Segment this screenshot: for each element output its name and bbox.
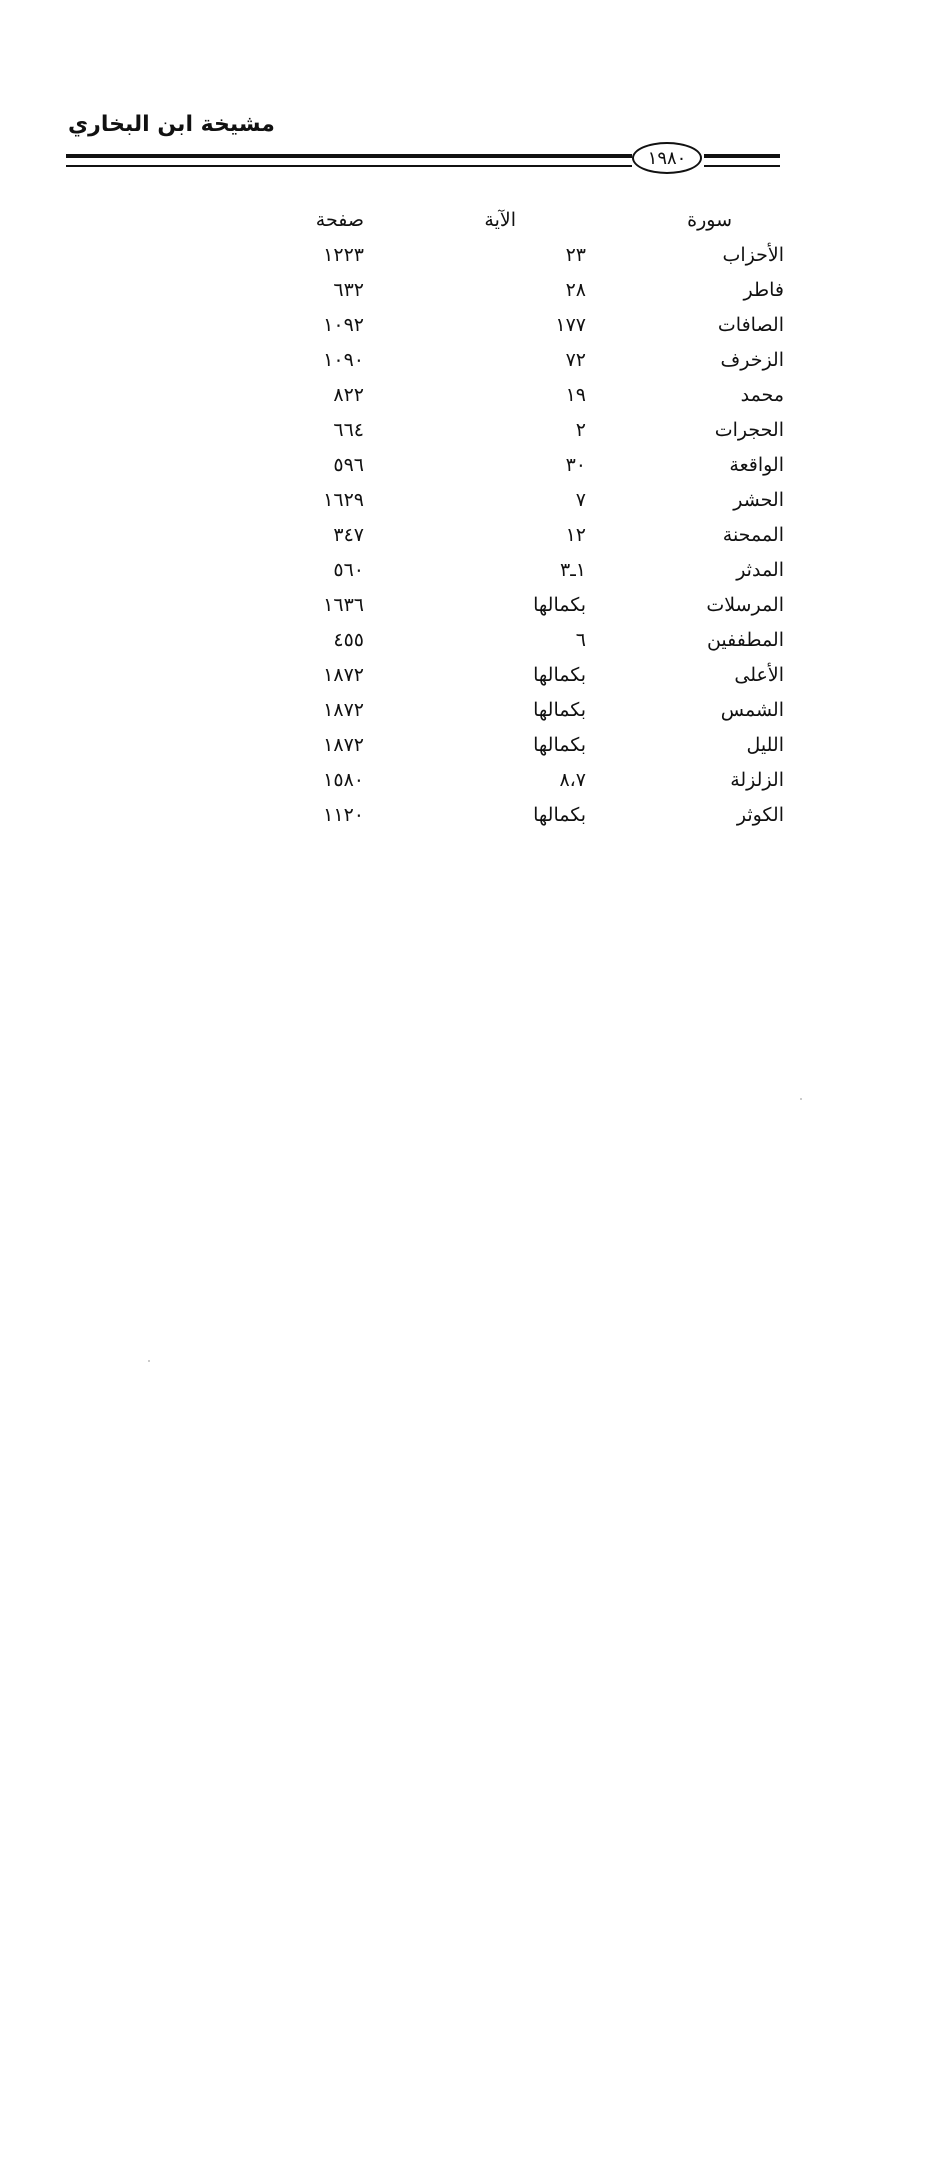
page-reference: ٨٢٢ — [333, 384, 364, 406]
table-row — [300, 588, 790, 623]
table-row — [300, 273, 790, 308]
table-row — [300, 448, 790, 483]
table-row — [300, 378, 790, 413]
table-row — [300, 308, 790, 343]
surah-name: الواقعة — [729, 454, 784, 476]
table-row — [300, 763, 790, 798]
table-body — [300, 238, 790, 833]
page-reference: ١٠٩٢ — [323, 314, 364, 336]
ayah-number: ٢ — [575, 419, 586, 441]
ayah-number: بكمالها — [533, 594, 586, 616]
table-row — [300, 693, 790, 728]
page-reference: ٥٦٠ — [333, 559, 364, 581]
page-reference: ٦٣٢ — [333, 279, 364, 301]
page-reference: ١٦٢٩ — [323, 489, 364, 511]
surah-name: الشمس — [720, 699, 784, 721]
surah-name: الكوثر — [736, 804, 784, 826]
surah-name: الحجرات — [714, 419, 784, 441]
page-reference: ١٥٨٠ — [323, 769, 364, 791]
surah-name: الزلزلة — [730, 769, 784, 791]
page-reference: ٥٩٦ — [333, 454, 364, 476]
page-number: ١٩٨٠ — [647, 147, 687, 169]
surah-name: الحشر — [733, 489, 784, 511]
table-row — [300, 343, 790, 378]
ayah-number: بكمالها — [533, 699, 586, 721]
column-header-ayah: الآية — [484, 209, 516, 231]
ayah-number: ٦ — [575, 629, 586, 651]
header-rule-thin — [66, 165, 632, 167]
page-reference: ١٠٩٠ — [323, 349, 364, 371]
ayah-number: ٧٢ — [565, 349, 586, 371]
table-row — [300, 798, 790, 833]
surah-name: الأحزاب — [722, 244, 784, 266]
page-reference: ٦٦٤ — [333, 419, 364, 441]
surah-name: الزخرف — [720, 349, 784, 371]
surah-name: فاطر — [743, 279, 784, 301]
ayah-number: بكمالها — [533, 734, 586, 756]
page-reference: ١٨٧٢ — [323, 734, 364, 756]
ayah-number: بكمالها — [533, 664, 586, 686]
header-rule-thick — [66, 154, 632, 158]
page-reference: ٤٥٥ — [333, 629, 364, 651]
ayah-number: ٧ — [575, 489, 586, 511]
ayah-number: ١٩ — [565, 384, 586, 406]
ayah-number: ١٢ — [565, 524, 586, 546]
header-rule-thin-right — [704, 165, 780, 167]
header-rule-thick-right — [704, 154, 780, 158]
table-row — [300, 658, 790, 693]
ayah-number: ٣٠ — [565, 454, 586, 476]
ayah-number: ١ـ٣ — [559, 559, 586, 581]
table-row — [300, 238, 790, 273]
page-reference: ٣٤٧ — [333, 524, 364, 546]
running-title: مشيخة ابن البخاري — [68, 112, 275, 137]
table-row — [300, 413, 790, 448]
table-row — [300, 553, 790, 588]
table-row — [300, 728, 790, 763]
page-reference: ١١٢٠ — [323, 804, 364, 826]
page-number-badge — [632, 142, 702, 174]
table-row — [300, 518, 790, 553]
table-row — [300, 483, 790, 518]
surah-name: محمد — [740, 384, 784, 406]
surah-index-table — [300, 203, 790, 833]
scan-speck — [800, 1098, 802, 1100]
ayah-number: ١٧٧ — [555, 314, 586, 336]
column-header-page: صفحة — [315, 209, 364, 231]
surah-name: المدثر — [736, 559, 784, 581]
surah-name: الممحنة — [722, 524, 784, 546]
surah-name: الصافات — [717, 314, 784, 336]
column-header-surah: سورة — [687, 209, 732, 231]
surah-name: المرسلات — [706, 594, 784, 616]
ayah-number: بكمالها — [533, 804, 586, 826]
page-reference: ١٨٧٢ — [323, 699, 364, 721]
ayah-number: ٢٨ — [565, 279, 586, 301]
surah-name: المطففين — [706, 629, 784, 651]
page-reference: ١٨٧٢ — [323, 664, 364, 686]
surah-name: الليل — [746, 734, 784, 756]
page-reference: ١٦٣٦ — [323, 594, 364, 616]
ayah-number: ٢٣ — [565, 244, 586, 266]
ayah-number: ٨،٧ — [559, 769, 586, 791]
scan-speck — [148, 1360, 150, 1362]
surah-name: الأعلى — [734, 664, 784, 686]
table-row — [300, 623, 790, 658]
page-reference: ١٢٢٣ — [323, 244, 364, 266]
table-header-row — [300, 203, 790, 238]
